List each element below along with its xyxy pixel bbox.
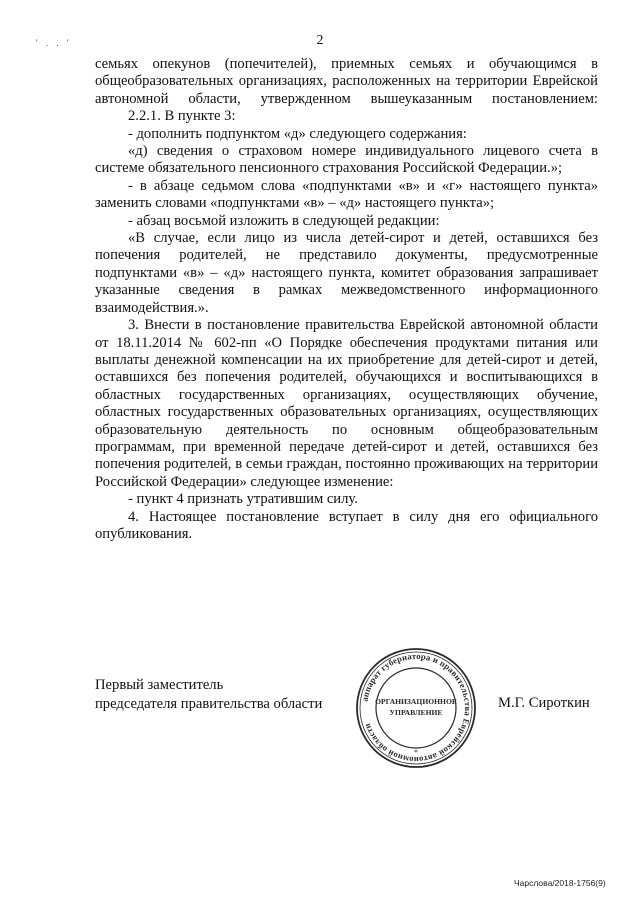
- paragraph-eighth-abzac: - абзац восьмой изложить в следующей редакции:: [128, 212, 440, 229]
- paragraph-subpoint-d: «д) сведения о страховом номере индивидуального лицевого счета в системе обязательного пенсионного страхования Российской Федерации.»;: [95, 143, 598, 177]
- document-body: [95, 56, 598, 543]
- paragraph-point-4-void: - пункт 4 признать утратившим силу.: [128, 491, 358, 508]
- paragraph-quoted-text: «В случае, если лицо из числа детей-сирот и детей, оставшихся без попечения родителей, не представило документы, предусмотренные подпунктами «в» – «д» настоящего пункта, комитет образования запрашивает указанные сведения в рамках межведомственного информационного взаимодействия.».: [95, 230, 598, 316]
- scan-corner-marks: ' . . ': [36, 38, 72, 48]
- signatory-position-line1: Первый заместитель: [95, 677, 224, 693]
- paragraph-point-3: 3. Внести в постановление правительства Еврейской автономной области от 18.11.2014 № 602-пп «О Порядке обеспечения продуктами питания или выплаты денежной компенсации на их приобретение для детей-сирот и детей, оставшихся без попечения родителей, обучающихся и воспитывающихся в областных государственных организациях, осуществляющих обучение, областных государственных образовательных организациях, осуществляющих образовательную деятельность по основным общеобразовательным программам, при временной передаче детей-сирот и детей, оставшихся без попечения родителей, в семьи граждан, постоянно проживающих на территории Российской Федерации» следующее изменение:: [95, 317, 598, 490]
- stamp-star-icon: *: [414, 748, 418, 757]
- stamp-center-line1: ОРГАНИЗАЦИОННОЕ: [375, 697, 457, 706]
- signatory-position: [95, 676, 322, 714]
- stamp-center-line2: УПРАВЛЕНИЕ: [389, 708, 443, 717]
- page-number: 2: [316, 33, 324, 48]
- paragraph-seventh-abzac: - в абзаце седьмом слова «подпунктами «в» и «г» настоящего пункта» заменить словами «подпунктами «в» – «д» настоящего пункта»;: [95, 177, 598, 212]
- signatory-name: М.Г. Сироткин: [498, 695, 590, 711]
- document-reference-code: Чарслова/2018-1756(9): [514, 878, 606, 888]
- paragraph-2-2-1: 2.2.1. В пункте 3:: [128, 108, 236, 125]
- paragraph-add-subpoint: - дополнить подпунктом «д» следующего содержания:: [128, 125, 467, 142]
- official-stamp: [354, 646, 478, 770]
- paragraph-point-4-effective: 4. Настоящее постановление вступает в силу дня его официального опубликования.: [95, 508, 598, 542]
- signatory-position-line2: председателя правительства области: [95, 696, 323, 712]
- stamp-ring-text: аппарат губернатора и правительства Еврейской автономной области: [359, 650, 474, 766]
- paragraph-continuation: семьях опекунов (попечителей), приемных семьях и обучающимся в общеобразовательных организациях, расположенных на территории Еврейской автономной области, утвержденном вышеуказанным постановлением:: [95, 56, 598, 107]
